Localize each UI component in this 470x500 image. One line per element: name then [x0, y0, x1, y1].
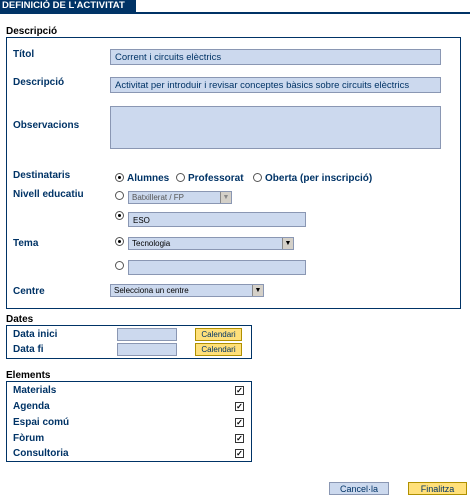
element-label-espai-comu: Espai comú [13, 417, 70, 428]
elements-panel [6, 381, 252, 462]
descripcio-input[interactable]: Activitat per introduir i revisar conceptes bàsics sobre circuits elèctrics [110, 77, 441, 93]
tema-label: Tema [13, 238, 39, 249]
section-title-dates: Dates [6, 314, 34, 325]
calendar-button-fi[interactable]: Calendari [195, 343, 242, 356]
tema-text-input[interactable] [128, 260, 306, 275]
chevron-down-icon: ▼ [220, 192, 231, 203]
tema-select-value: Tecnologia [132, 239, 171, 248]
dates-panel [6, 325, 252, 359]
centre-label: Centre [13, 286, 45, 297]
nivell-select[interactable] [128, 191, 232, 204]
centre-select[interactable] [110, 284, 264, 297]
finish-button[interactable]: Finalitza [408, 482, 467, 495]
radio-tema-select[interactable] [115, 237, 124, 246]
data-inici-input[interactable] [117, 328, 177, 341]
cancel-button[interactable]: Cancel·la [329, 482, 389, 495]
descripcio-panel [6, 37, 461, 309]
element-checkbox-forum[interactable]: ✓ [236, 434, 243, 443]
tema-select[interactable] [128, 237, 294, 250]
radio-oberta[interactable] [253, 173, 262, 182]
titol-input[interactable]: Corrent i circuits elèctrics [110, 49, 441, 65]
data-inici-label: Data inici [13, 329, 58, 340]
observacions-textarea[interactable] [110, 106, 441, 149]
element-label-materials: Materials [13, 385, 57, 396]
nivell-select-value: Batxillerat / FP [132, 193, 185, 202]
data-fi-input[interactable] [117, 343, 177, 356]
element-label-agenda: Agenda [13, 401, 50, 412]
element-checkbox-espai-comu[interactable]: ✓ [236, 418, 243, 427]
radio-tema-text[interactable] [115, 261, 124, 270]
element-checkbox-consultoria[interactable]: ✓ [236, 449, 243, 458]
titol-label: Títol [13, 49, 35, 60]
title-bar [0, 0, 470, 14]
radio-label-alumnes: Alumnes [127, 173, 170, 184]
radio-alumnes[interactable] [115, 173, 124, 182]
calendar-button-inici[interactable]: Calendari [195, 328, 242, 341]
observacions-label: Observacions [13, 120, 80, 131]
radio-nivell-text[interactable] [115, 211, 124, 220]
element-checkbox-agenda[interactable]: ✓ [236, 402, 243, 411]
page-title: DEFINICIÓ DE L'ACTIVITAT [0, 0, 136, 12]
destinataris-label: Destinataris [13, 170, 71, 181]
section-title-elements: Elements [6, 370, 51, 381]
centre-select-value: Selecciona un centre [114, 286, 189, 295]
element-label-consultoria: Consultoria [13, 448, 69, 459]
section-title-descripcio: Descripció [6, 26, 58, 37]
radio-label-oberta: Oberta (per inscripció) [265, 173, 373, 184]
descripcio-label: Descripció [13, 77, 65, 88]
element-label-forum: Fòrum [13, 433, 45, 444]
radio-professorat[interactable] [176, 173, 185, 182]
chevron-down-icon: ▼ [282, 238, 293, 249]
nivell-label: Nivell educatiu [13, 189, 84, 200]
chevron-down-icon: ▼ [252, 285, 263, 296]
element-checkbox-materials[interactable]: ✓ [236, 386, 243, 395]
radio-label-professorat: Professorat [188, 173, 244, 184]
nivell-text-input[interactable]: ESO [128, 212, 306, 227]
radio-nivell-select[interactable] [115, 191, 124, 200]
data-fi-label: Data fi [13, 344, 44, 355]
